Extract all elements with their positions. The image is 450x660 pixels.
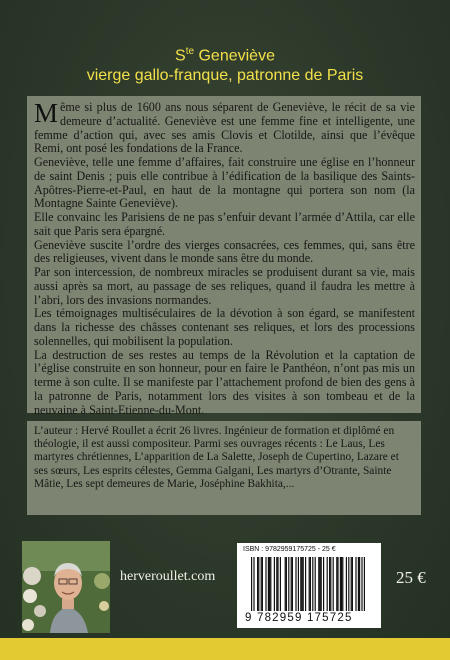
isbn-barcode (237, 543, 381, 628)
barcode-bar (310, 557, 311, 611)
book-subtitle: vierge gallo-franque, patronne de Paris (86, 67, 364, 85)
barcode-bar (358, 557, 359, 611)
author-panel (27, 421, 421, 515)
barcode-bar (312, 557, 313, 611)
barcode-bar (295, 557, 296, 611)
drop-cap: M (34, 98, 59, 128)
barcode-bar (277, 557, 278, 611)
barcode-bar (265, 557, 266, 611)
barcode-bar (327, 557, 328, 611)
barcode-bar (258, 557, 259, 611)
barcode-bar (301, 557, 302, 611)
barcode-bar (270, 557, 271, 611)
barcode-bar (342, 557, 343, 611)
summary-panel (27, 96, 421, 417)
barcode-bar (300, 557, 301, 611)
barcode-bar (361, 557, 362, 611)
barcode-bar (336, 557, 337, 611)
barcode-bar (253, 557, 254, 611)
author-bio: L’auteur : Hervé Roullet a écrit 26 livres. Ingénieur de formation et diplômé en théologie, il est aussi compositeur. Parmi ses ouvrages récents : Le Laus, Les martyres chrétiennes, L’apparition de La Salette, Joseph de Cupertino, Lazare et ses sœurs, Les esprits célestes, Gemma Galgani, Les martyrs d’Otrante, Sainte Mâtie, Les sept demeures de Marie, Joséphine Bakhita,... (34, 425, 399, 490)
title-saint-prefix: S (175, 47, 186, 65)
barcode-bar (318, 557, 319, 611)
summary-paragraph: Par son intercession, de nombreux miracles se produisent durant sa vie, mais aussi après sa mort, au passage de ses reliques, quand il faudra les mettre à l’abri, lors des invasions normandes. (34, 265, 415, 307)
summary-paragraph: La destruction de ses restes au temps de la Révolution et la captation de l’église construite en son honneur, pour en faire le Panthéon, n’ont pas mis un terme à son culte. Il se manifeste par l’attachement profond de bien des gens à la patronne de Paris, notamment lors des visites à son tombeau et de la neuvaine à Saint-Etienne-du-Mont. (34, 347, 415, 417)
summary-paragraph: Geneviève, telle une femme d’affaires, fait construire une église en l’honneur de saint Denis ; puis elle contribue à l’édification de la basilique des Saints-Apôtres-Pierre-et-Paul, en haut de la montagne qui portera son nom (la Montagne Sainte Geneviève). (34, 155, 415, 211)
barcode-bar (321, 557, 322, 611)
barcode-bar (268, 557, 269, 611)
title-block (0, 42, 450, 86)
summary-paragraph: Les témoignages multiséculaires de la dévotion à son égard, se manifestent dans la richesse des châsses contenant ses reliques, et lors des processions solennelles, qui mobilisent la population. (34, 306, 415, 348)
barcode-bar (291, 557, 292, 611)
barcode-bar (359, 557, 360, 611)
barcode-bar (329, 557, 330, 611)
author-photo (22, 541, 110, 633)
barcode-bar (348, 557, 349, 611)
barcode-bar (251, 557, 252, 611)
barcode-bar (364, 557, 365, 611)
barcode-bar (257, 557, 258, 611)
barcode-bar (341, 557, 342, 611)
barcode-bar (292, 557, 293, 611)
barcode-bar (309, 557, 310, 611)
barcode-bar (330, 557, 331, 611)
summary-paragraph: Elle convainc les Parisiens de ne pas s’enfuir devant l’armée d’Attila, car elle sait que Paris sera épargné. (34, 210, 415, 238)
barcode-bar (352, 557, 353, 611)
barcode-bar (340, 557, 341, 611)
title-saint-superscript: te (185, 46, 195, 57)
barcode-bar (346, 557, 347, 611)
title-name: Geneviève (194, 47, 275, 65)
barcode-bar (280, 557, 281, 611)
author-portrait-image (22, 541, 110, 633)
barcode-digits: 9 782959 175725 (245, 612, 353, 624)
barcode-bar (286, 557, 287, 611)
summary-paragraph: ême si plus de 1600 ans nous séparent de Geneviève, le récit de sa vie demeure d’actualité. Geneviève est une femme fine et intelligente, une femme d’action qui, avec ses amis Clovis et Clotilde, ainsi que l’évêque Remi, ont posé les fondations de la France. (34, 100, 415, 156)
barcode-bar (274, 557, 275, 611)
barcode-bar (303, 557, 304, 611)
book-title (0, 42, 450, 66)
barcode-bar (262, 557, 263, 611)
summary-paragraph: Geneviève suscite l’ordre des vierges consacrées, ces femmes, qui, sans être des religieuses, vivent dans le monde sans être du monde. (34, 237, 415, 266)
barcode-bar (351, 557, 352, 611)
barcode-bar (298, 557, 299, 611)
barcode-bar (269, 557, 270, 611)
author-website: herveroullet.com (120, 569, 216, 584)
isbn-label: ISBN : 9782959175725 - 25 € (243, 546, 336, 553)
barcode-bar (333, 557, 334, 611)
barcode-bar (285, 557, 286, 611)
barcode-bar (261, 557, 262, 611)
barcode-bar (323, 557, 324, 611)
barcode-bar (288, 557, 289, 611)
price-label: 25 € (396, 568, 426, 587)
barcode-bar (337, 557, 338, 611)
bottom-band (0, 638, 450, 660)
barcode-bar (315, 557, 316, 611)
barcode-bar (305, 557, 306, 611)
barcode-bar (355, 557, 356, 611)
barcode-bar (276, 557, 277, 611)
barcode-bar (319, 557, 320, 611)
